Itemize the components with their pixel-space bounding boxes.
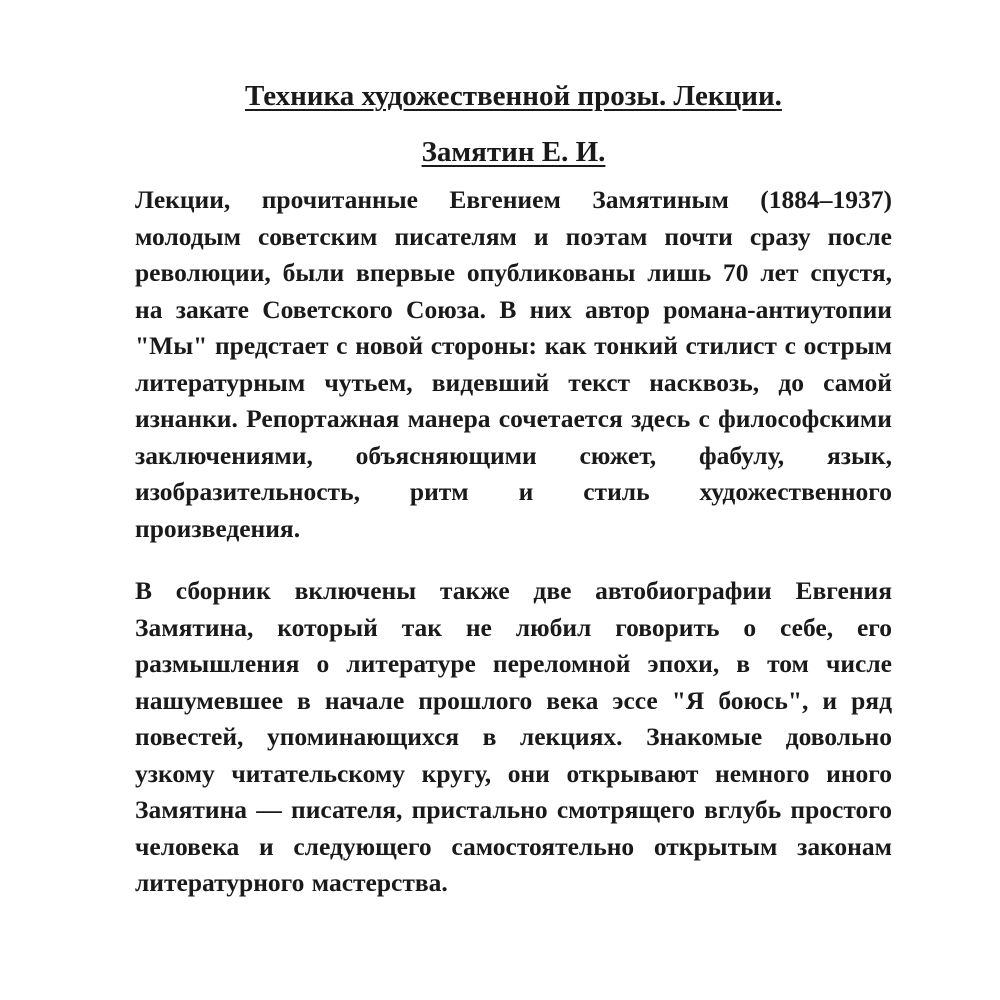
document-author: Замятин Е. И.: [421, 136, 606, 168]
paragraph-lectures: Лекции, прочитанные Евгением Замятиным (1884–1937) молодым советским писателям и поэтам почти сразу после революции, были впервые опубликованы лишь 70 лет спустя, на закате Советского Союза. В них автор романа-антиутопии "Мы" предстает с новой стороны: как тонкий стилист с острым литературным чутьем, видевший текст насквозь, до самой изнанки. Репортажная манера сочетается здесь с философскими заключениями, объясняющими сюжет, фабулу, язык, изобразительность, ритм и стиль художественного произведения.: [135, 185, 892, 543]
paragraph-collection: В сборник включены также две автобиографии Евгения Замятина, который так не любил говорить о себе, его размышления о литературе переломной эпохи, в том числе нашумевшее в начале прошлого века эссе "Я боюсь", и ряд повестей, упоминающихся в лекциях. Знакомые довольно узкому читательскому кругу, они открывают немного иного Замятина — писателя, пристально смотрящего вглубь простого человека и следующего самостоятельно открытым законам литературного мастерства.: [135, 576, 892, 897]
document-title: Техника художественной прозы. Лекции.: [245, 80, 782, 112]
document-body: [135, 182, 892, 902]
